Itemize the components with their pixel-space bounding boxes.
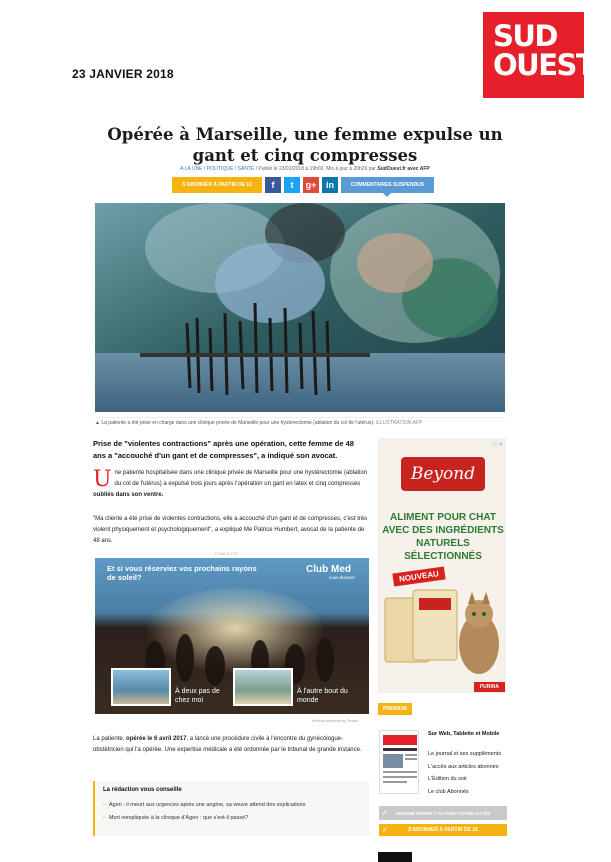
beyond-logo: Beyond <box>401 457 485 491</box>
paragraph-3-pre: La patiente, <box>93 736 125 742</box>
breadcrumb-sante[interactable]: SANTÉ <box>237 166 255 172</box>
hero-image <box>95 203 505 412</box>
article-author: SudOuest.fr avec AFP <box>377 166 430 172</box>
teads-credit[interactable]: inRead invented by Teads <box>312 718 358 723</box>
premium-benefits <box>428 751 508 801</box>
dropcap: U <box>93 467 112 492</box>
article-lead: Prise de "violentes contractions" après une opération, cette femme de 48 ans a "accouché d'un gant et de compresses", a indiqué son avocat. <box>93 439 354 460</box>
editors-picks-title: La rédaction vous conseille <box>103 787 182 793</box>
editors-pick-link[interactable]: › Agen : il meurt aux urgences après une angine, sa veuve attend des explications <box>103 802 362 808</box>
side-ad-headline: ALIMENT POUR CHAT AVEC DES INGRÉDIENTS NATURELS SÉLECTIONNÉS <box>382 512 504 562</box>
nouveau-badge: NOUVEAU <box>392 566 445 586</box>
ad-thumb-2[interactable] <box>233 668 293 706</box>
article-meta: A LA UNE / POLITIQUE / SANTÉ / Publié le 23/01/2018 à 19h02. Mis à jour à 20h26 par SudOuest.fr avec AFP <box>180 166 430 172</box>
newspaper-icon <box>380 731 420 795</box>
product-and-cat-image <box>379 584 506 693</box>
publish-info: Publié le 23/01/2018 à 19h02. Mis à jour à 20h26 par <box>258 166 376 172</box>
photo-caption <box>95 417 505 426</box>
paragraph-1-text: ne patiente hospitalisée dans une clinique privée de Marseille pour une hystérectomie (ablation du col de l'utérus) a expulsé trois jours après l'opération un gant en latex et cinq compresses <box>114 470 368 487</box>
purina-logo: PURINA <box>474 682 505 692</box>
activate-access-button[interactable] <box>379 806 507 820</box>
clubmed-tagline: vous étonner <box>328 575 355 580</box>
premium-label: PREMIUM <box>378 703 412 715</box>
subscribe-button[interactable]: S'ABONNER À PARTIR DE 1€ <box>172 177 262 193</box>
clubmed-logo: Club Med <box>306 564 351 575</box>
check-icon: ✓ <box>382 810 388 817</box>
edition-date: 23 JANVIER 2018 <box>72 67 174 81</box>
check-icon: ✓ <box>382 827 388 834</box>
googleplus-share-icon[interactable]: g+ <box>303 177 319 193</box>
benefit-item: Le club Abonnés <box>428 788 469 795</box>
ad-thumb-1[interactable] <box>111 668 171 706</box>
activate-access-label: ABONNÉ PAPIER ? ACTIVEZ VOTRE ACCÈS <box>395 810 491 816</box>
breadcrumb-home[interactable]: A LA UNE <box>180 166 203 172</box>
linkedin-share-icon[interactable]: in <box>322 177 338 193</box>
premium-subscribe-button[interactable] <box>379 824 507 836</box>
editors-pick-link[interactable]: › Mort inexpliquée à la clinique d'Agen : que s'est-il passé? <box>103 815 362 821</box>
caption-text: La patiente a été prise en charge dans une clinique privée de Marseille pour une hystérectomie (ablation du col de l'utérus). <box>101 420 375 426</box>
ad-label: PUBLICITÉ <box>215 551 239 556</box>
premium-subscribe-label: S'ABONNER À PARTIR DE 1€ <box>408 827 478 833</box>
ad-thumb-2-label[interactable]: À l'autre bout du monde <box>297 688 348 704</box>
logo-line1: SUD <box>493 19 558 53</box>
article-paragraph-3 <box>93 734 368 756</box>
premium-title: Sur Web, Tablette et Mobile <box>428 731 500 737</box>
twitter-share-icon[interactable]: t <box>284 177 300 193</box>
article-actions <box>172 177 434 193</box>
ad-thumb-1-label[interactable]: À deux pas de chez moi <box>175 688 220 704</box>
article-paragraph-2: "Ma cliente a été prise de violentes contractions, elle a accouché d'un gant et de compresses, c'est très violent physiquement et psychologiquement", a expliqué Me Patrice Humbert, avocat de la patiente de 48 ans. <box>93 516 368 544</box>
facebook-share-icon[interactable]: f <box>265 177 281 193</box>
purina-beyond-ad[interactable] <box>378 438 506 693</box>
benefit-item: Le journal et ses suppléments <box>428 751 502 757</box>
clubmed-ad[interactable] <box>95 558 369 714</box>
article-paragraph-1 <box>93 468 368 501</box>
ad-headline: Et si vous réserviez vos prochains rayons de soleil? <box>107 564 257 582</box>
caption-marker-icon: ▲ <box>95 420 100 426</box>
adchoices-icon[interactable]: ⓘ ✕ <box>492 442 503 448</box>
paragraph-3-bold: opérée le 6 avril 2017 <box>126 736 187 742</box>
benefit-item: L'accès aux articles abonnés <box>428 763 499 770</box>
surgery-photo <box>95 203 505 412</box>
breadcrumb-politique[interactable]: POLITIQUE <box>206 166 234 172</box>
sud-ouest-logo[interactable] <box>483 12 595 98</box>
caption-credit: ILLUSTRATION AFP <box>375 420 423 426</box>
logo-line2: OUEST <box>493 48 595 82</box>
paragraph-3-post: , a lancé une procédure civile à l'encontre du gynécologue-obstétricien qui l'a opérée. Une expertise médicale a été ordonnée par le tribunal de grande instance. <box>93 736 362 753</box>
footer-block <box>378 852 412 862</box>
editors-picks <box>93 781 370 836</box>
paragraph-1-bold: oubliés dans son ventre. <box>93 492 164 498</box>
benefit-item: L'Édition du soir <box>428 776 467 782</box>
article-title: Opérée à Marseille, une femme expulse un gant et cinq compresses <box>107 125 503 165</box>
newspaper-thumbnail[interactable] <box>379 730 419 794</box>
comments-button[interactable]: COMMENTAIRES SUSPENDUS <box>341 177 434 193</box>
